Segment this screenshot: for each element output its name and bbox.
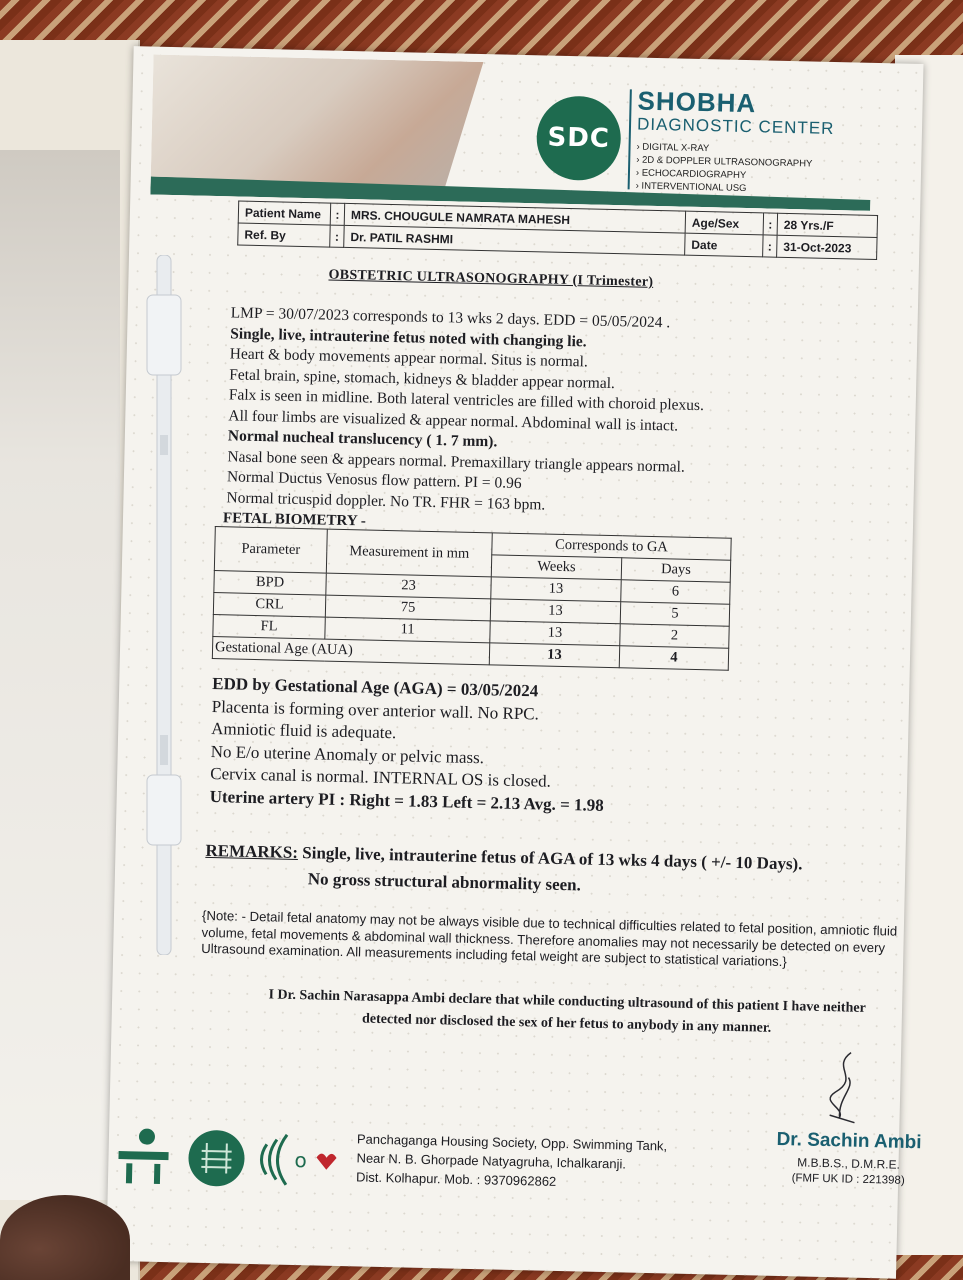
finding-line: Normal Ductus Venosus flow pattern. PI = 0.96 — [226, 468, 522, 492]
weeks-cell: 13 — [490, 599, 620, 624]
service-item: › INTERVENTIONAL USG — [636, 180, 834, 197]
address-line: Dist. Kolhapur. Mob. : 9370962862 — [355, 1169, 557, 1189]
signature-icon — [809, 1047, 871, 1128]
doctor-id: (FMF UK ID : 221398) — [791, 1172, 905, 1187]
echo-heart-icon — [261, 1134, 337, 1186]
xray-chest-icon — [188, 1130, 245, 1187]
param-cell: FL — [213, 615, 325, 640]
aua-weeks: 13 — [489, 643, 619, 668]
address-line: Near N. B. Ghorpade Natyagruha, Ichalkaranji. — [356, 1150, 627, 1172]
patient-info-table — [237, 200, 878, 260]
finding-line: Normal tricuspid doppler. No TR. FHR = 163 bpm. — [226, 488, 546, 514]
doctor-qualification: M.B.B.S., D.M.R.E. — [797, 1155, 901, 1172]
finding-line: Amniotic fluid is adequate. — [211, 719, 397, 743]
finding-line: Falx is seen in midline. Both lateral ventricles are filled with choroid plexus. — [228, 386, 705, 415]
report-sheet — [106, 46, 923, 1279]
age-value: 28 Yrs./F — [777, 213, 877, 237]
finding-line: Single, live, intrauterine fetus noted with changing lie. — [230, 324, 587, 350]
colon: : — [763, 213, 777, 235]
services-list — [636, 141, 835, 197]
finding-line: Uterine artery PI : Right = 1.83 Left = 2.13 Avg. = 1.98 — [209, 786, 605, 815]
report-title: OBSTETRIC ULTRASONOGRAPHY (I Trimester) — [328, 267, 654, 290]
colon: : — [330, 203, 344, 225]
age-label: Age/Sex — [685, 211, 763, 235]
ref-by-label: Ref. By — [238, 223, 330, 247]
finding-line: No E/o uterine Anomaly or pelvic mass. — [210, 741, 485, 767]
finding-line: Placenta is forming over anterior wall. No RPC. — [211, 696, 540, 723]
folder-photo — [0, 150, 120, 1200]
header-parameter: Parameter — [214, 527, 327, 574]
post-biometry-findings — [209, 673, 812, 822]
svg-text:o: o — [294, 1148, 308, 1173]
declaration: I Dr. Sachin Narasappa Ambi declare that while conducting ultrasound of this patient I have neither detected nor disclosed the sex of her fetus to anybody in any manner. — [268, 987, 866, 1036]
finger-thumb — [0, 1195, 130, 1280]
days-cell: 6 — [621, 580, 730, 604]
remarks-block — [205, 838, 886, 905]
brand-divider — [628, 89, 632, 189]
findings-block — [226, 303, 791, 521]
colon: : — [763, 235, 777, 257]
clinic-brand — [636, 86, 836, 197]
service-item: › ECHOCARDIOGRAPHY — [636, 167, 834, 184]
finding-line: Normal nucheal translucency ( 1. 7 mm). — [227, 427, 498, 451]
header-ga: Corresponds to GA — [492, 533, 731, 560]
remarks-line-1: Single, live, intrauterine fetus of AGA of 13 wks 4 days ( +/- 10 Days). — [297, 843, 803, 874]
param-cell: CRL — [213, 593, 325, 618]
clinic-logo — [536, 95, 622, 181]
plastic-file-clip — [135, 255, 195, 955]
footer-service-icons — [116, 1121, 358, 1196]
param-cell: BPD — [214, 571, 326, 596]
weeks-cell: 13 — [490, 621, 620, 646]
finding-line: Nasal bone seen & appears normal. Premaxillary triangle appears normal. — [227, 447, 686, 476]
days-cell: 5 — [620, 602, 729, 626]
aua-label: Gestational Age (AUA) — [212, 637, 489, 665]
mm-cell: 11 — [325, 617, 490, 643]
service-item: › 2D & DOPPLER ULTRASONOGRAPHY — [636, 154, 834, 171]
header-weeks: Weeks — [491, 555, 621, 580]
disclaimer-note: {Note: - Detail fetal anatomy may not be always visible due to technical difficulties related to fetal position, amniotic fluid volume, fetal movements & abdominal wall thickness. Therefore anomalies may not necessarily be detected on every Ultrasound examination. All measurements including fetal weight are subject to statistical variations.} — [201, 907, 898, 970]
doctor-name: Dr. Sachin Ambi — [776, 1128, 922, 1154]
colon: : — [330, 225, 344, 247]
scan-bed-icon — [118, 1128, 169, 1184]
aua-days: 4 — [619, 646, 728, 670]
patient-name-value: MRS. CHOUGULE NAMRATA MAHESH — [344, 203, 685, 233]
finding-line: LMP = 30/07/2023 corresponds to 13 wks 2 days. EDD = 05/05/2024 . — [230, 304, 671, 332]
address-line: Panchaganga Housing Society, Opp. Swimming Tank, — [356, 1131, 668, 1154]
biometry-table — [212, 526, 732, 671]
finding-line: All four limbs are visualized & appear normal. Abdominal wall is intact. — [228, 406, 679, 435]
finding-line: Fetal brain, spine, stomach, kidneys & bladder appear normal. — [229, 365, 616, 392]
remarks-label: REMARKS: — [205, 840, 299, 863]
logo-text: SDC — [547, 122, 611, 154]
clinic-address — [356, 1129, 667, 1193]
biometry-title: FETAL BIOMETRY - — [222, 510, 366, 530]
mm-cell: 23 — [326, 573, 491, 599]
mm-cell: 75 — [325, 595, 490, 621]
finding-line: Heart & body movements appear normal. Situs is normal. — [229, 345, 589, 371]
weeks-cell: 13 — [491, 577, 621, 602]
finding-line: EDD by Gestational Age (AGA) = 03/05/2024 — [212, 674, 539, 701]
clinic-name: SHOBHA — [637, 85, 757, 119]
header-days: Days — [621, 558, 730, 582]
service-item: › DIGITAL X-RAY — [636, 141, 834, 158]
date-value: 31-Oct-2023 — [777, 235, 877, 259]
header-measurement: Measurement in mm — [326, 529, 492, 577]
clinic-subtitle: DIAGNOSTIC CENTER — [636, 114, 835, 138]
patient-name-label: Patient Name — [238, 201, 330, 225]
date-label: Date — [685, 233, 763, 257]
finding-line: Cervix canal is normal. INTERNAL OS is closed. — [210, 764, 552, 791]
days-cell: 2 — [620, 624, 729, 648]
doctor-block — [763, 1129, 934, 1188]
ref-by-value: Dr. PATIL RASHMI — [344, 225, 685, 255]
remarks-line-2: No gross structural abnormality seen. — [307, 869, 582, 895]
